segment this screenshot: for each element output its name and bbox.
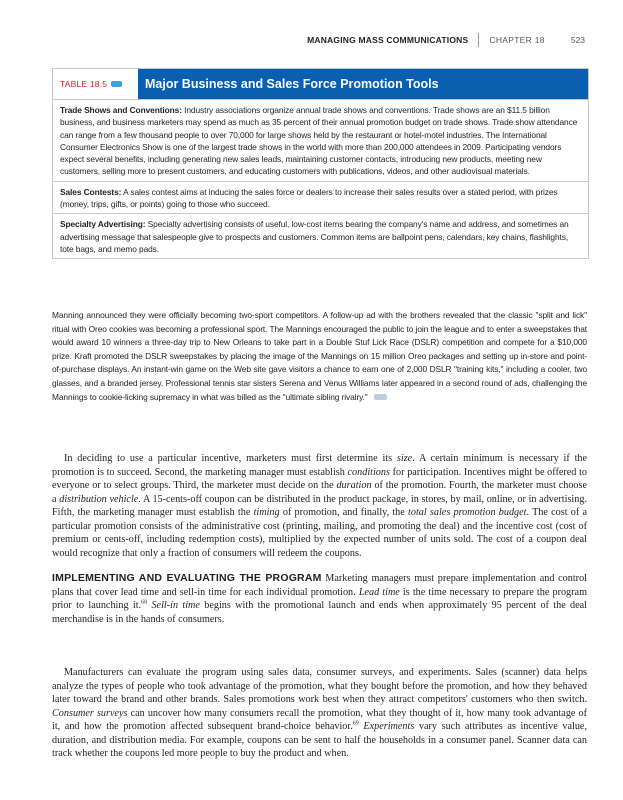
text-run: . A 15-cents-off coupon can be distributed in the product package, in stores, by mail, online, or in advertising. Fifth, the marketing manager must establish the bbox=[52, 493, 587, 518]
body-paragraph bbox=[52, 452, 587, 560]
text-run: vary such attributes as incentive value, duration, and distribution media. For example, coupons can be sent to half the households in a consumer panel. Scanner data can track whether the coupons led more people to buy the product and when. bbox=[52, 721, 587, 759]
text-run: Marketing managers must prepare implementation and control plans that cover lead time and sell-in time for each individual promotion. bbox=[52, 573, 587, 598]
table-number: TABLE 18.5 bbox=[60, 79, 108, 89]
text-run: begins with the promotional launch and ends when approximately 95 percent of the deal merchandise is in the hands of consumers. bbox=[52, 600, 588, 625]
text-run: Manufacturers can evaluate the program using sales data, consumer surveys, and experiments. Sales (scanner) data helps analyze the types of people who took advantage of the promotion, what they bought before the promotion, and how they behaved later toward the brand and other brands. Sales promotions work best when they attract competitors' customers who then switch. bbox=[52, 667, 587, 705]
end-marker-icon bbox=[374, 394, 387, 400]
section-title: MANAGING MASS COMMUNICATIONS bbox=[307, 35, 469, 45]
row-text: A sales contest aims at inducing the sales force or dealers to increase their sales results over a stated period, with prizes (money, trips, gifts, or points) going to those who succeed. bbox=[60, 186, 558, 210]
italic-term: Sell-in time bbox=[151, 600, 200, 611]
footnote-ref: 68 bbox=[141, 599, 148, 606]
row-term: Specialty Advertising: bbox=[60, 219, 146, 230]
italic-term: conditions bbox=[347, 466, 390, 478]
italic-term: Consumer surveys bbox=[52, 707, 128, 719]
table-row bbox=[53, 214, 588, 259]
case-study-body: Manning announced they were officially becoming two-sport competitors. A follow-up ad with the brothers revealed that the classic "split and lick" ritual with Oreo cookies was becoming a professional sport. The Mannings encouraged the public to join the league and to enter a sweepstakes that would award 10 winners a three-day trip to New Orleans to take part in a Double Stuf Lick Race (DSLR) competition and compete for a $10,000 prize. Kraft promoted the DSLR sweepstakes by placing the image of the Mannings on 15 million Oreo packages and setting up in-store and point-of-purchase displays. An instant-win game on the Web site gave visitors a chance to earn one of 2,000 DSLR "training kits," including a cooler, two glasses, and a branded jersey. Professional tennis star sisters Serena and Venus Williams later appeared in a second round of ads, challenging the Mannings to cookie-licking supremacy in what was billed as the "ultimate sibling rivalry." bbox=[52, 310, 587, 402]
text-run: of promotion, and finally, the bbox=[279, 507, 409, 518]
page-number: 523 bbox=[570, 35, 585, 45]
text-run: . A certain minimum is necessary if the promotion is to succeed. Second, the marketing manager must establish bbox=[52, 453, 588, 478]
table-label bbox=[53, 69, 138, 99]
italic-term: duration bbox=[336, 480, 372, 491]
text-run: is the time necessary to prepare the program prior to launching it. bbox=[52, 586, 587, 611]
italic-term: size bbox=[396, 453, 413, 464]
body-paragraph bbox=[52, 666, 587, 761]
table-header bbox=[53, 69, 588, 100]
running-header bbox=[307, 33, 585, 47]
chapter-label: CHAPTER 18 bbox=[489, 35, 545, 45]
row-term: Sales Contests: bbox=[60, 186, 122, 197]
text-run: of the promotion. Fourth, the marketer must choose a bbox=[52, 480, 587, 505]
row-text: Specialty advertising consists of useful, low-cost items bearing the company's name and address, and sometimes an advertising message that salespeople give to prospects and customers. Common items are ballpoint pens, calendars, key chains, flashlights, tote bags, and memo pads. bbox=[60, 219, 569, 254]
section-heading: IMPLEMENTING AND EVALUATING THE PROGRAM bbox=[52, 572, 322, 584]
text-run: . The cost of a particular promotion consists of the administrative cost (printing, mailing, and promoting the deal) and the incentive cost (cost of premium or cents-off, including redemption costs), multiplied by the expected number of units sold. The cost of a coupon deal would recognize that only a fraction of consumers will redeem the coupons. bbox=[52, 507, 587, 559]
promotion-tools-table bbox=[52, 68, 589, 259]
text-run: for participation. Incentives might be offered to everyone or to select groups. Third, the marketer must decide on the bbox=[52, 466, 587, 491]
table-row bbox=[53, 100, 588, 182]
table-title: Major Business and Sales Force Promotion Tools bbox=[138, 69, 588, 99]
italic-term: distribution vehicle bbox=[59, 493, 139, 505]
row-term: Trade Shows and Conventions: bbox=[60, 105, 182, 115]
text-run: In deciding to use a particular incentive, marketers must first determine its bbox=[64, 453, 397, 464]
table-marker-icon bbox=[111, 81, 122, 87]
footnote-ref: 69 bbox=[352, 720, 359, 727]
italic-term: Experiments bbox=[363, 721, 415, 732]
table-row bbox=[53, 182, 588, 215]
case-study-text bbox=[52, 309, 587, 404]
header-divider bbox=[478, 33, 479, 47]
italic-term: total sales promotion budget bbox=[408, 507, 527, 518]
text-run: can uncover how many consumers recall the promotion, what they thought of it, how many took advantage of it, and how the promotion affected subsequent brand-choice behavior. bbox=[52, 707, 587, 732]
italic-term: timing bbox=[253, 507, 280, 518]
row-text: Industry associations organize annual trade shows and conventions. Trade shows are an $11.5 billion business, and business marketers may spend as much as 35 percent of their annual promotion budget on trade shows. Trade show attendance can range from a few thousand people to over 70,000 for large shows held by the restaurant or hotel-motel industries. The International Consumer Electronics Show is one of the largest trade shows in the world with more than 200,000 attendees in 2009. Participating vendors expect several benefits, including generating new sales leads, maintaining customer contacts, introducing new products, meeting new customers, selling more to present customers, and educating customers with publications, videos, and other audiovisual materials. bbox=[60, 105, 578, 177]
section-paragraph bbox=[52, 572, 587, 626]
italic-term: Lead time bbox=[358, 586, 400, 598]
